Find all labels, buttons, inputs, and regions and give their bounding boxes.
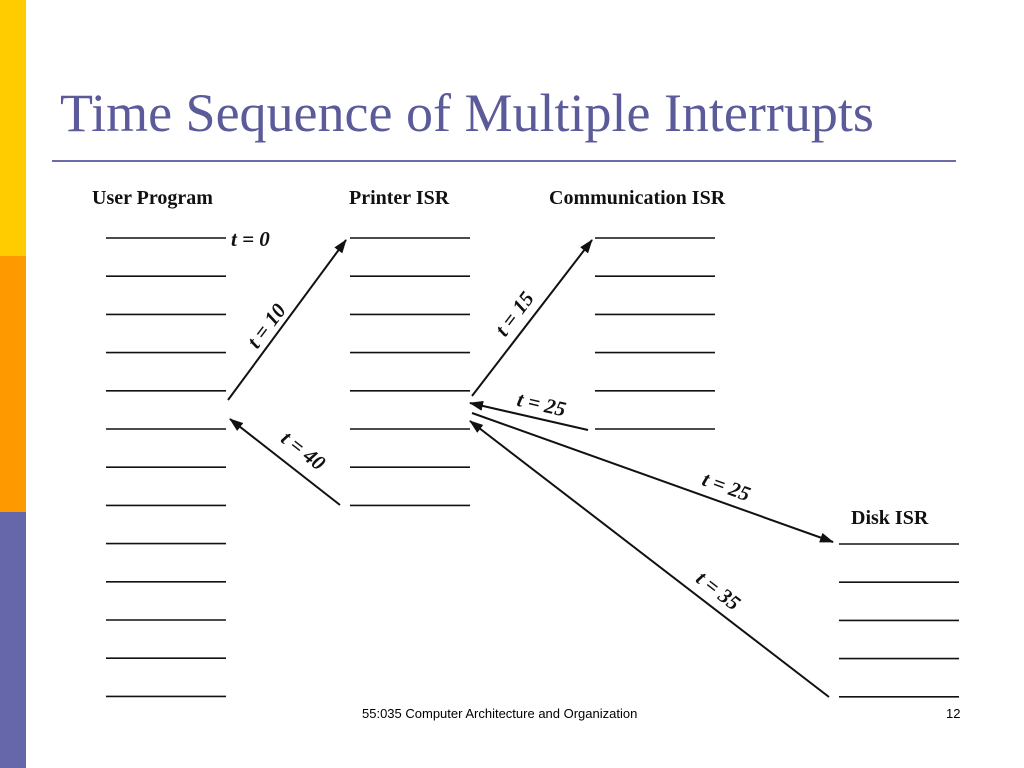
time-label-t15: t = 15 — [489, 286, 539, 341]
time-label-t0: t = 0 — [231, 227, 270, 251]
disk-isr-instructions — [839, 544, 959, 697]
time-label-t10: t = 10 — [241, 298, 291, 353]
time-label-t25-disk: t = 25 — [699, 466, 754, 507]
communication-isr-label: Communication ISR — [549, 187, 726, 209]
arrow-printer-to-disk — [472, 413, 833, 542]
printer-isr-instructions — [350, 238, 470, 505]
slide-page-number: 12 — [946, 706, 961, 721]
arrow-user-to-printer — [228, 240, 346, 400]
printer-isr-label: Printer ISR — [349, 187, 450, 209]
disk-isr-label: Disk ISR — [851, 507, 929, 529]
slide-title: Time Sequence of Multiple Interrupts — [60, 83, 874, 143]
time-label-t25-return: t = 25 — [514, 386, 569, 422]
arrow-disk-to-printer — [470, 421, 829, 697]
time-label-t35: t = 35 — [691, 565, 746, 616]
time-label-t40: t = 40 — [276, 425, 331, 476]
user-program-instructions — [106, 238, 226, 696]
user-program-label: User Program — [92, 187, 213, 209]
communication-isr-instructions — [595, 238, 715, 429]
footer-course-title: 55:035 Computer Architecture and Organization — [362, 706, 638, 721]
arrow-printer-to-comm — [472, 240, 592, 396]
